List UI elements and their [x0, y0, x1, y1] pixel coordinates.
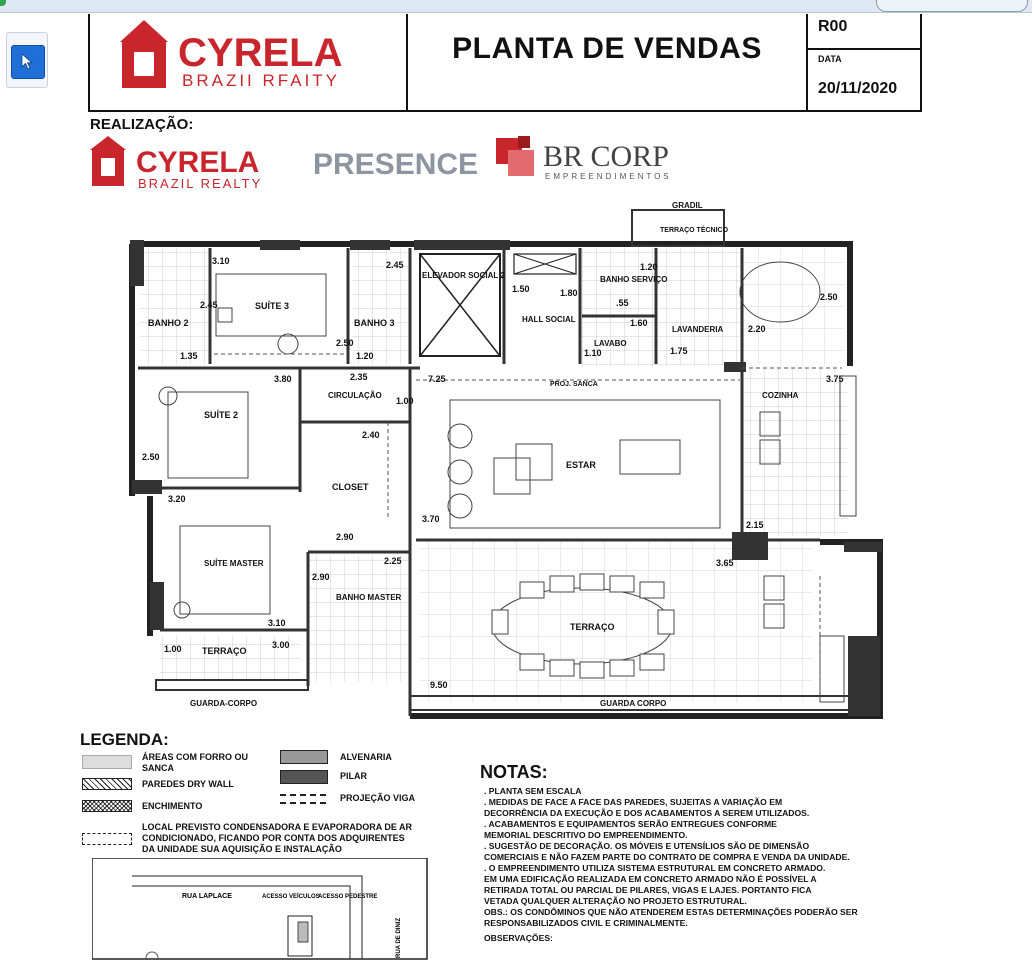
status-indicator: [0, 0, 6, 6]
room-label: GRADIL: [672, 201, 703, 210]
note-line: MEMORIAL DESCRITIVO DO EMPREENDIMENTO.: [484, 830, 688, 840]
note-line: OBS.: OS CONDÔMINOS QUE NÃO ATENDEREM ESTAS DETERMINAÇÕES PODERÃO SER: [484, 907, 858, 917]
room-label: COZINHA: [762, 391, 799, 400]
dimension-label: 1.20: [640, 262, 658, 272]
dimension-label: 2.50: [336, 338, 354, 348]
presence-logo: [313, 148, 478, 181]
dimension-label: 1.35: [180, 351, 198, 361]
legend-swatch-projecao: [280, 794, 326, 804]
partner-name: CYRELA: [136, 146, 260, 179]
room-label: BANHO SERVIÇO: [600, 275, 668, 284]
cyrela-partner-logo: [90, 136, 262, 191]
revision-code: R00: [818, 18, 848, 35]
room-label: TERRAÇO: [202, 646, 247, 656]
room-label: LAVABO: [594, 339, 627, 348]
cyrela-logo: [118, 18, 378, 96]
legend-item: ALVENARIA: [340, 752, 392, 762]
partner-sub: BRAZIL REALTY: [138, 176, 263, 191]
room-label: TERRAÇO: [570, 622, 615, 632]
legend-swatch-pilar: [280, 770, 328, 784]
room-label: HALL SOCIAL: [522, 315, 576, 324]
dimension-label: 1.80: [560, 288, 578, 298]
dimension-label: 3.80: [274, 374, 292, 384]
dimension-label: 1.60: [630, 318, 648, 328]
legend-item: LOCAL PREVISTO CONDENSADORA E EVAPORADORA DE AR CONDICIONADO, FICANDO POR CONTA DOS ADQUIRENTES DA UNIDADE SUA AQUISIÇÃO E INSTALAÇÃO: [142, 822, 413, 854]
legend-item: PILAR: [340, 771, 367, 781]
dimension-label: 3.65: [716, 558, 734, 568]
notes-list: [484, 786, 954, 944]
dimension-label: 1.75: [670, 346, 688, 356]
dimension-label: 2.40: [362, 430, 380, 440]
service-area-floor: [582, 246, 742, 366]
note-line: RESPONSABILIZADOS CIVIL E CRIMINALMENTE.: [484, 918, 688, 928]
legend-swatch-alvenaria: [280, 750, 328, 764]
top-right-field[interactable]: [876, 0, 1028, 12]
dimension-label: 2.45: [200, 300, 218, 310]
note-line: . PLANTA SEM ESCALA: [484, 786, 582, 796]
dimension-label: .55: [616, 298, 629, 308]
site-access-pedestrians: ACESSO PEDESTRE: [318, 894, 378, 900]
floor-plan: [120, 196, 890, 726]
date-label: DATA: [818, 54, 842, 64]
room-label: CIRCULAÇÃO: [328, 391, 382, 400]
room-label: CLOSET: [332, 482, 369, 492]
notes-title: NOTAS:: [480, 762, 548, 782]
site-plan: [92, 858, 428, 960]
dimension-label: 2.50: [820, 292, 838, 302]
brand-subtitle: BRAZII RFAITY: [182, 71, 341, 90]
partner-logos: [88, 132, 708, 196]
room-label: ESTAR: [566, 460, 596, 470]
dimension-label: 7.25: [428, 374, 446, 384]
dimension-label: 9.50: [430, 680, 448, 690]
note-line: . ACABAMENTOS E EQUIPAMENTOS SERÃO ENTREGUES CONFORME: [484, 819, 777, 829]
dimension-label: 1.00: [396, 396, 414, 406]
room-label: TERRAÇO TÉCNICO: [660, 227, 729, 234]
legend-swatch-drywall: [82, 778, 132, 790]
room-label: GUARDA CORPO: [600, 699, 667, 708]
note-line: VETADA QUALQUER ALTERAÇÃO NO PROJETO ESTRUTURAL.: [484, 896, 747, 906]
window-top-bar: [0, 0, 1032, 13]
brand-name: CYRELA: [178, 31, 343, 75]
brcorp-logo: [496, 136, 672, 181]
room-label: BANHO 3: [354, 318, 395, 328]
partner-name: BR CORP: [543, 140, 669, 173]
room-label: SUÍTE 3: [255, 301, 290, 311]
room-label: LAVANDERIA: [672, 325, 724, 334]
note-line: RETIRADA TOTAL OU PARCIAL DE PILARES, VIGAS E LAJES. PORTANTO FICA: [484, 885, 812, 895]
room-label: SUÍTE MASTER: [204, 559, 264, 568]
legend-item: PROJEÇÃO VIGA: [340, 793, 416, 803]
site-side-street: RUA DE DINIZ: [396, 917, 402, 958]
room-label: SUÍTE 2: [204, 410, 239, 420]
dimension-label: 3.75: [826, 374, 844, 384]
room-label: BANHO 2: [148, 318, 189, 328]
title-block: [90, 14, 922, 112]
room-label: GUARDA-CORPO: [190, 699, 258, 708]
dimension-label: 2.15: [746, 520, 764, 530]
room-label: PROJ. SANCA: [550, 381, 598, 388]
partner-sub: EMPREENDIMENTOS: [545, 172, 672, 181]
site-street: RUA LAPLACE: [182, 893, 232, 900]
title-divider: [806, 14, 808, 110]
dimension-label: 2.90: [312, 572, 330, 582]
dimension-label: 3.10: [268, 618, 286, 628]
tool-panel: [6, 32, 48, 88]
select-tool-button[interactable]: [11, 45, 45, 79]
dimension-label: 1.50: [512, 284, 530, 294]
dimension-label: 1.00: [164, 644, 182, 654]
partner-name: PRESENCE: [313, 148, 479, 181]
room-label: BANHO MASTER: [336, 593, 402, 602]
legend-swatch-ar-condicionado: [82, 833, 132, 845]
legend-title: LEGENDA:: [80, 730, 169, 749]
note-line: DECORRÊNCIA DA EXECUÇÃO E DOS ACABAMENTOS A SEREM UTILIZADOS.: [484, 808, 810, 818]
dimension-label: 3.70: [422, 514, 440, 524]
note-line: COMERCIAIS E NÃO FAZEM PARTE DO CONTRATO DE COMPRA E VENDA DA UNIDADE.: [484, 852, 850, 862]
date-value: 20/11/2020: [818, 80, 898, 97]
dimension-label: 2.35: [350, 372, 368, 382]
document-title: PLANTA DE VENDAS: [452, 32, 762, 65]
dimension-label: 2.50: [142, 452, 160, 462]
legend-item: ENCHIMENTO: [142, 801, 203, 811]
dimension-label: 1.20: [356, 351, 374, 361]
note-line: OBSERVAÇÕES:: [484, 933, 553, 943]
note-line: EM UMA EDIFICAÇÃO REALIZADA EM CONCRETO ARMADO NÃO É POSSÍVEL A: [484, 874, 817, 884]
room-label: ELEVADOR SOCIAL 2: [422, 271, 505, 280]
dimension-label: 2.45: [386, 260, 404, 270]
note-line: . MEDIDAS DE FACE A FACE DAS PAREDES, SUJEITAS A VARIAÇÃO EM: [484, 797, 783, 807]
terraco-floor: [420, 542, 812, 702]
legend-item: PAREDES DRY WALL: [142, 779, 234, 789]
title-divider: [808, 48, 920, 50]
legend-swatch-forro: [82, 755, 132, 769]
realizacao-label: REALIZAÇÃO:: [90, 116, 194, 133]
dimension-label: 1.10: [584, 348, 602, 358]
note-line: . O EMPREENDIMENTO UTILIZA SISTEMA ESTRUTURAL EM CONCRETO ARMADO.: [484, 863, 826, 873]
dimension-label: 2.20: [748, 324, 766, 334]
legend-swatch-enchimento: [82, 800, 132, 812]
cursor-arrow-icon: [20, 53, 36, 71]
note-line: . SUGESTÃO DE DECORAÇÃO. OS MÓVEIS E UTENSÍLIOS SÃO DE DIMENSÃO: [484, 841, 810, 851]
dimension-label: 3.00: [272, 640, 290, 650]
dimension-label: 3.20: [168, 494, 186, 504]
guarda-corpo-small: [156, 680, 308, 690]
dimension-label: 3.10: [212, 256, 230, 266]
site-access-vehicles: ACESSO VEÍCULOS: [262, 894, 320, 900]
legend-item: ÁREAS COM FORRO OU SANCA: [142, 752, 249, 773]
dimension-label: 2.25: [384, 556, 402, 566]
dimension-label: 2.90: [336, 532, 354, 542]
terrace-tecnico-floor: [740, 246, 844, 366]
